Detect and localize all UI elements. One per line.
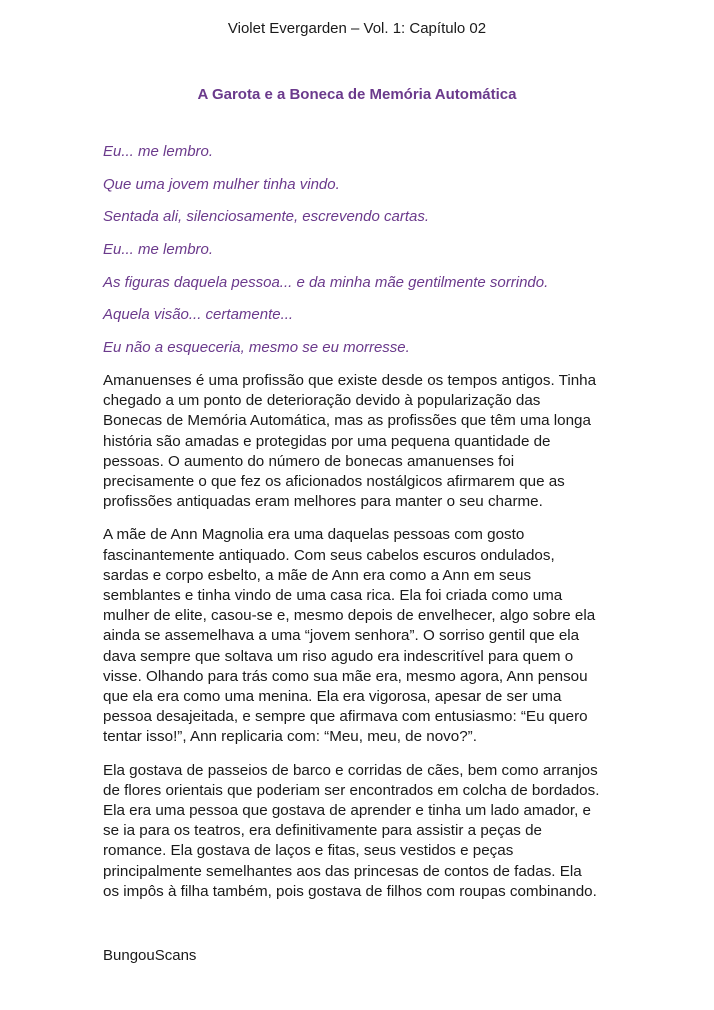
text-line: se ia para os teatros, era definitivamente para assistir a peças de (103, 822, 542, 840)
poem-line: Aquela visão... certamente... (103, 306, 294, 324)
paragraph-2 (103, 525, 619, 747)
text-line: fascinantemente antiquado. Com seus cabelos escuros ondulados, (103, 546, 555, 564)
poem-line: Eu... me lembro. (103, 241, 214, 259)
text-line: A mãe de Ann Magnolia era uma daquelas pessoas com gosto (103, 526, 525, 544)
poem-line: Sentada ali, silenciosamente, escrevendo cartas. (103, 208, 430, 226)
text-line: mulher de elite, casou-se e, mesmo depois de envelhecer, algo sobre ela (103, 607, 596, 625)
text-line: semblantes e tinha vindo de uma casa rica. Ela foi criada como uma (103, 587, 563, 605)
chapter-title: A Garota e a Boneca de Memória Automática (197, 86, 517, 103)
text-line: chegado a um ponto de deterioração devido à popularização das (103, 392, 541, 410)
text-line: romance. Ela gostava de laços e fitas, seus vestidos e peças (103, 842, 514, 860)
text-line: Amanuenses é uma profissão que existe desde os tempos antigos. Tinha (103, 372, 597, 389)
text-line: de flores orientais que poderiam ser encontrados em colcha de bordados. (103, 781, 600, 799)
text-line: tentar isso!”, Ann replicaria com: “Meu, meu, de novo?”. (103, 728, 477, 746)
text-line: principalmente semelhantes aos das princesas de contos de fadas. Ela (103, 862, 582, 880)
poem-line: Eu não a esqueceria, mesmo se eu morresse. (103, 339, 410, 357)
text-line: visse. Olhando para trás como sua mãe era, mesmo agora, Ann pensou (103, 667, 588, 685)
text-line: que ela era como uma menina. Ela era vigorosa, apesar de ser uma (103, 688, 562, 706)
body-text (103, 371, 619, 915)
page-header: Violet Evergarden – Vol. 1: Capítulo 02 (227, 20, 487, 37)
paragraph-1 (103, 371, 619, 512)
text-line: ainda se assemelhava a uma “jovem senhora”. O sorriso gentil que ela (103, 627, 580, 645)
text-line: história são amadas e protegidas por uma pequena quantidade de (103, 432, 551, 450)
text-line: Ela era uma pessoa que gostava de aprender e tinha um lado amador, e (103, 802, 592, 820)
poem-line: Eu... me lembro. (103, 143, 214, 160)
text-line: pessoa desajeitada, e sempre que afirmava com entusiasmo: “Eu quero (103, 708, 588, 726)
text-line: profissões antiquadas eram melhores para manter o seu charme. (103, 493, 543, 511)
text-line: Bonecas de Memória Automática, mas as profissões que têm uma longa (103, 412, 591, 430)
paragraph-3 (103, 761, 619, 902)
text-line: Ela gostava de passeios de barco e corridas de cães, bem como arranjos (103, 761, 598, 779)
text-line: precisamente o que fez os aficionados nostálgicos afirmarem que as (103, 473, 565, 491)
poem-block (103, 142, 623, 371)
poem-line: As figuras daquela pessoa... e da minha mãe gentilmente sorrindo. (103, 273, 549, 291)
poem-line: Que uma jovem mulher tinha vindo. (103, 175, 340, 193)
text-line: os impôs à filha também, pois gostava de filhos com roupas combinando. (103, 882, 597, 900)
text-line: dava sempre que soltava um riso agudo era indescritível para quem o (103, 647, 574, 665)
text-line: sardas e corpo esbelto, a mãe de Ann era como a Ann em seus (103, 566, 532, 584)
text-line: pessoas. O aumento do número de bonecas amanuenses foi (103, 452, 515, 470)
page-footer: BungouScans (103, 947, 197, 964)
